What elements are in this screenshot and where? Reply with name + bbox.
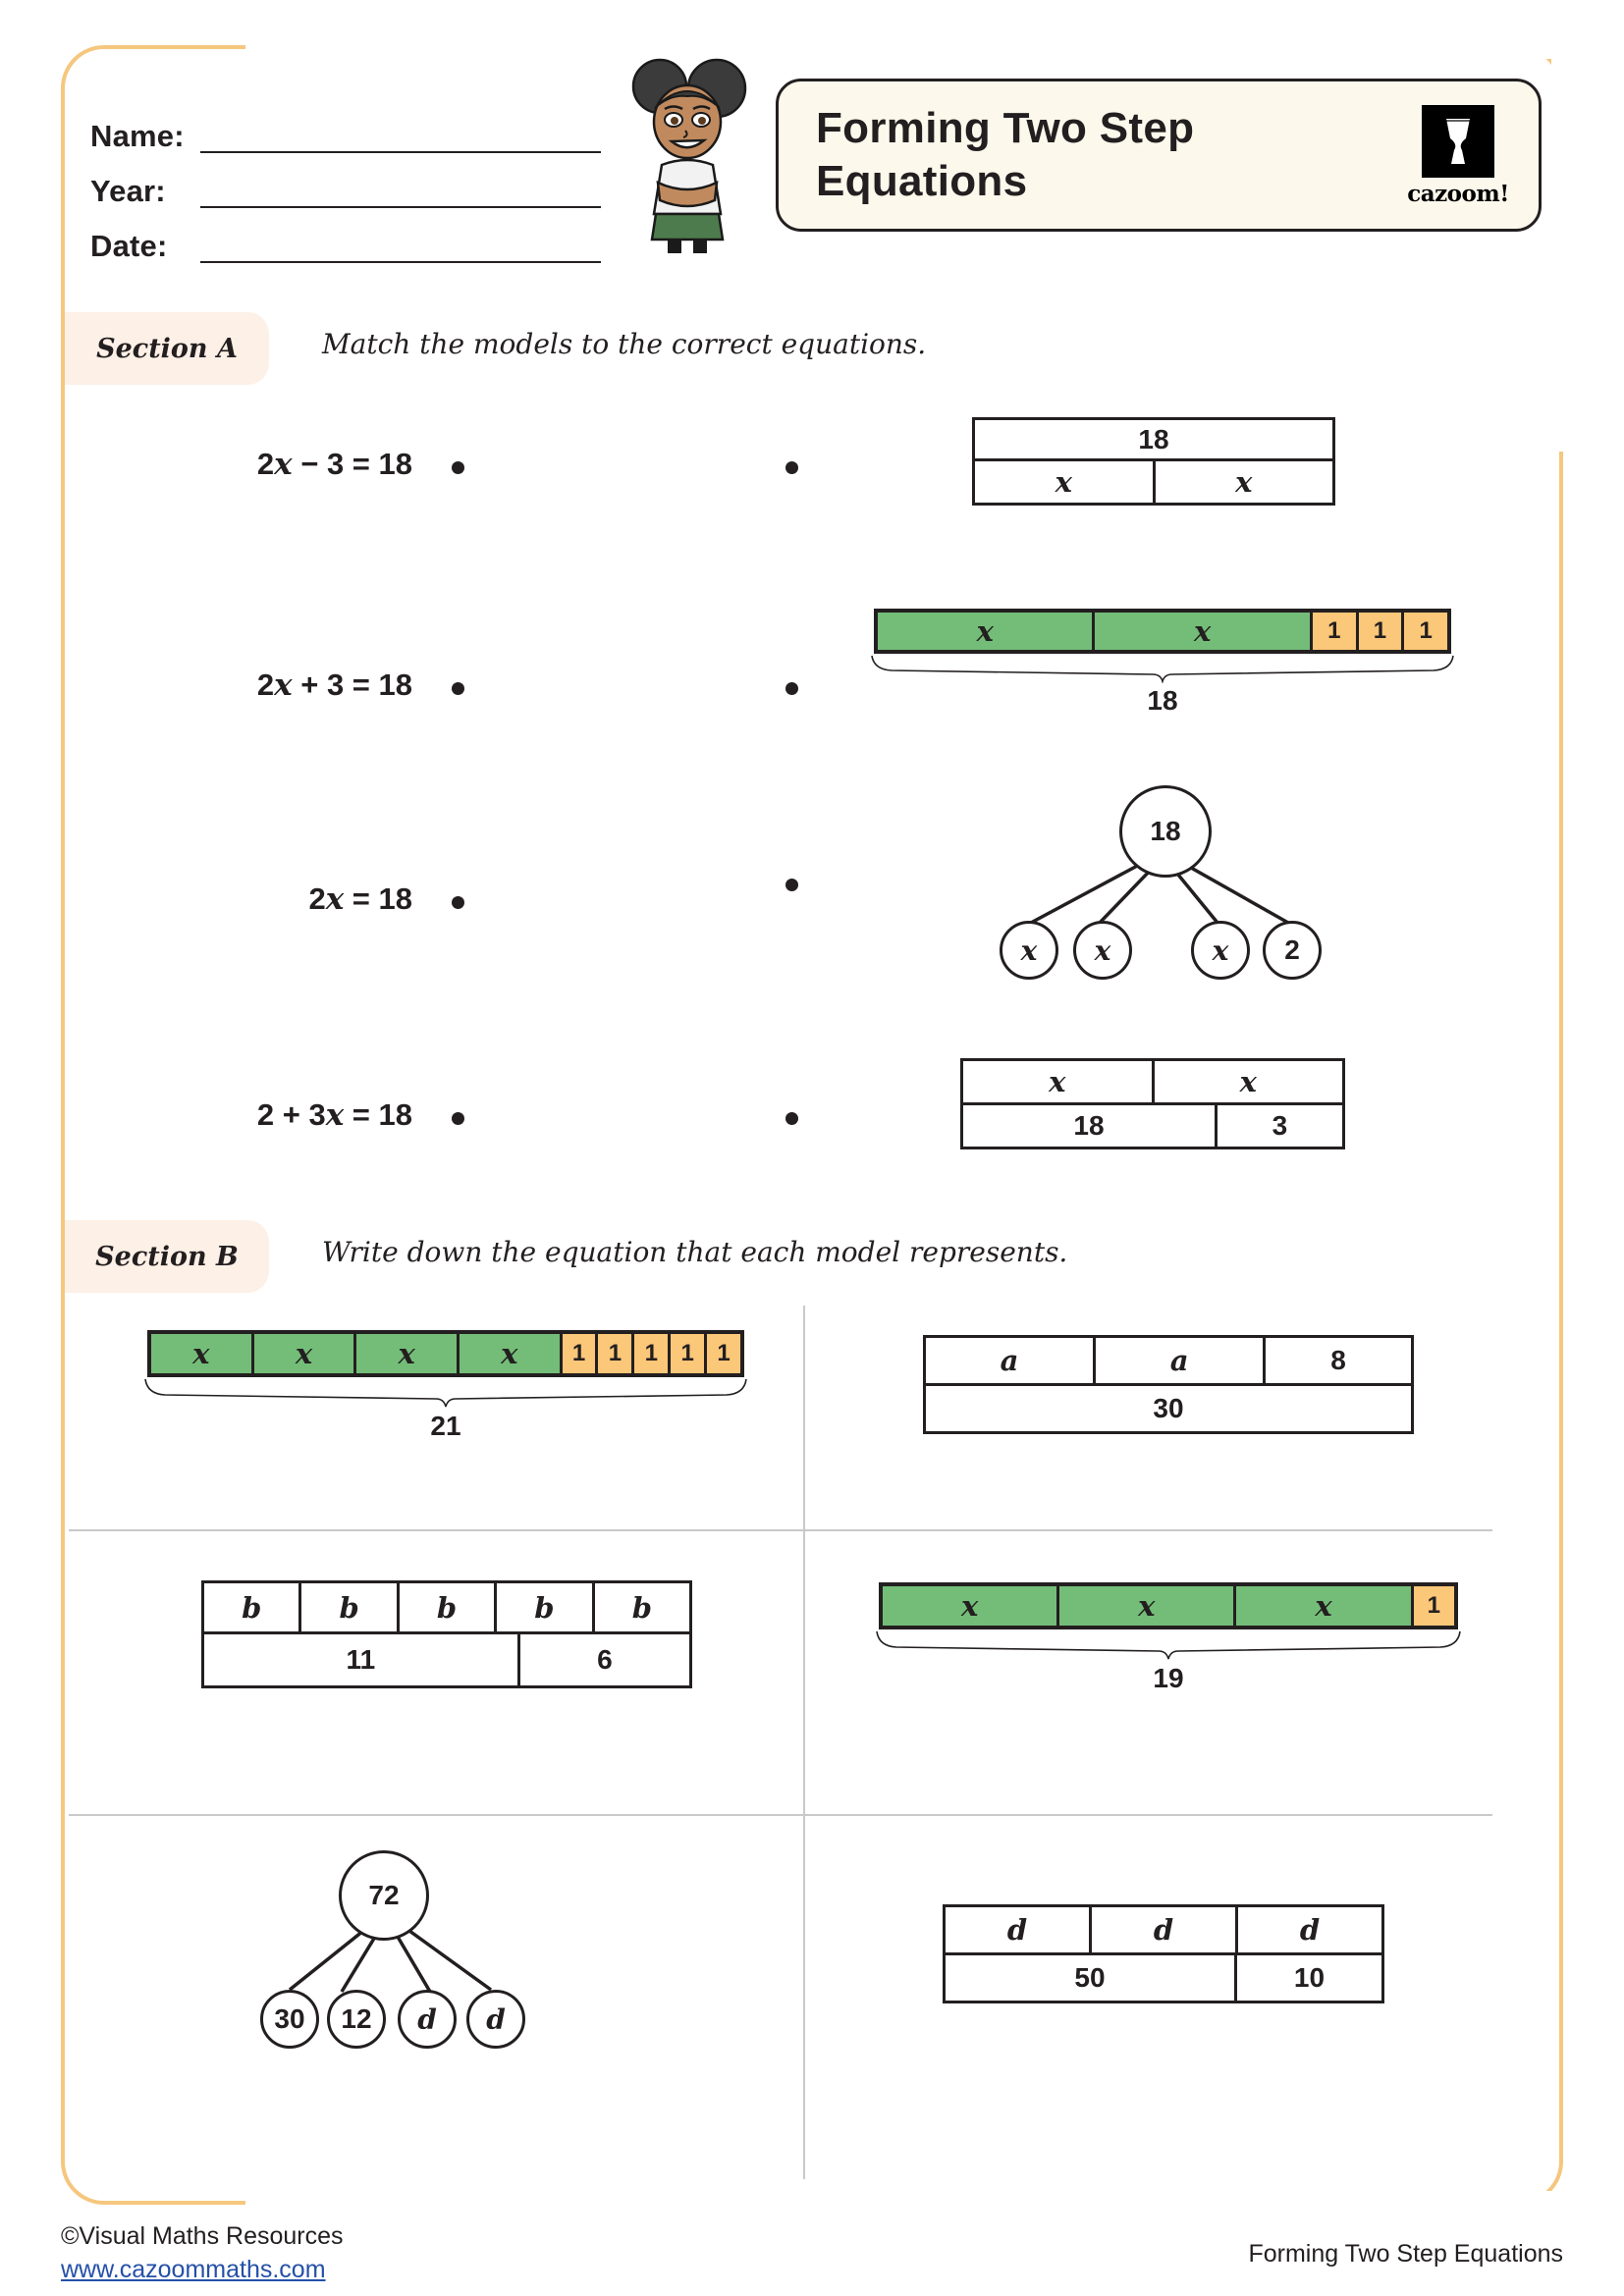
model-b4-cell-one1: 1 [1414, 1586, 1454, 1626]
model-b3-cell-b2: b [298, 1580, 399, 1634]
model-a1-row-1 [972, 417, 1335, 461]
model-a2-brace-icon [870, 654, 1455, 683]
date-input-line[interactable] [200, 232, 601, 263]
match-dot-left-4[interactable] [452, 1112, 464, 1125]
model-a2-row [874, 609, 1451, 654]
model-a2-cell-one2: 1 [1359, 613, 1405, 650]
equation-a1-post: − 3 = 18 [292, 447, 412, 481]
equation-a4 [88, 1097, 412, 1133]
footer-copyright: ©Visual Maths Resources [61, 2222, 344, 2250]
cazoom-logo [1407, 105, 1509, 207]
section-b-instruction: Write down the equation that each model represents. [322, 1236, 1068, 1268]
section-b-row-divider-2 [69, 1814, 1492, 1816]
year-field-label: Year: [90, 174, 166, 209]
model-b4-brace-label: 19 [1153, 1663, 1184, 1693]
worksheet-title-card [776, 79, 1542, 232]
section-a-label: Section A [96, 333, 238, 364]
section-a-pill [65, 312, 269, 385]
model-b3-cell-b3: b [397, 1580, 497, 1634]
model-a2-strip [874, 609, 1451, 717]
footer-website-link[interactable]: www.cazoommaths.com [61, 2255, 326, 2283]
model-b6-row-1 [943, 1904, 1384, 1955]
model-a2-cell-one1: 1 [1313, 613, 1359, 650]
student-mascot-illustration [619, 57, 756, 253]
model-b3-row-1 [201, 1580, 692, 1634]
model-b3-bar [201, 1580, 692, 1688]
model-a4-row-1 [960, 1058, 1345, 1105]
model-b3-cell-6: 6 [517, 1631, 692, 1688]
model-b6-bar [943, 1904, 1384, 2003]
model-a2-cell-x1: x [878, 613, 1095, 650]
model-b3-cell-b5: b [592, 1580, 692, 1634]
model-a3-node-child-2: x [1073, 921, 1132, 980]
equation-a1 [88, 447, 412, 482]
student-info-fields [90, 98, 601, 263]
match-dot-left-1[interactable] [452, 461, 464, 474]
model-a1-cell-total: 18 [972, 417, 1335, 461]
model-b2-cell-30: 30 [923, 1383, 1414, 1434]
model-a4-cell-3: 3 [1215, 1102, 1345, 1149]
model-b4-brace-icon [875, 1629, 1462, 1661]
section-a-band [65, 312, 1538, 385]
model-a4-bar [960, 1058, 1345, 1149]
model-b4-strip [879, 1582, 1458, 1694]
cazoom-logo-text: cazoom! [1407, 181, 1509, 207]
model-b2-cell-8: 8 [1263, 1335, 1414, 1386]
date-field-label: Date: [90, 229, 168, 264]
equation-a4-pre: 2 + 3 [256, 1097, 326, 1132]
name-field-row [90, 98, 601, 153]
model-b4-row [879, 1582, 1458, 1629]
equation-a2-var: x [274, 667, 293, 703]
model-b3-row-2 [201, 1631, 692, 1688]
model-b5-node-child-4: d [466, 1990, 525, 2049]
section-a-instruction: Match the models to the correct equations. [322, 328, 927, 360]
model-b5-node-child-3: d [398, 1990, 457, 2049]
model-b6-cell-d1: d [943, 1904, 1092, 1955]
model-a3-tree [972, 785, 1345, 972]
date-field-row [90, 208, 601, 263]
model-a4-cell-x2: x [1152, 1058, 1346, 1105]
match-dot-right-1[interactable] [785, 461, 798, 474]
model-b1-cell-x4: x [460, 1334, 563, 1373]
equation-a3 [88, 881, 412, 917]
model-b6-cell-d2: d [1089, 1904, 1238, 1955]
model-b1-row [147, 1330, 744, 1377]
equation-a2-post: + 3 = 18 [292, 667, 412, 702]
model-b1-cell-x2: x [254, 1334, 357, 1373]
model-b2-bar [923, 1335, 1414, 1434]
equation-a2-pre: 2 [256, 667, 275, 702]
section-b-label: Section B [95, 1241, 239, 1272]
section-b-band [65, 1220, 1538, 1293]
match-dot-left-2[interactable] [452, 682, 464, 695]
border-gap-bottom [245, 2191, 1581, 2220]
model-a4-row-2 [960, 1102, 1345, 1149]
model-b3-cell-b4: b [494, 1580, 594, 1634]
year-field-row [90, 153, 601, 208]
equation-a3-pre: 2 [308, 881, 326, 916]
model-b4-cell-x2: x [1059, 1586, 1236, 1626]
equation-a4-post: = 18 [344, 1097, 412, 1132]
model-a2-cell-one3: 1 [1404, 613, 1447, 650]
match-dot-right-2[interactable] [785, 682, 798, 695]
model-a1-bar [972, 417, 1335, 506]
model-b5-node-child-1: 30 [260, 1990, 319, 2049]
match-dot-right-3[interactable] [785, 879, 798, 891]
model-a3-node-child-1: x [1000, 921, 1058, 980]
model-b4-cell-x3: x [1236, 1586, 1413, 1626]
model-a4-cell-x1: x [960, 1058, 1155, 1105]
year-input-line[interactable] [200, 177, 601, 208]
model-b6-cell-10: 10 [1234, 1952, 1384, 2003]
model-b1-cell-x1: x [151, 1334, 254, 1373]
model-b3-cell-11: 11 [201, 1631, 520, 1688]
model-b1-strip [147, 1330, 744, 1442]
model-b6-row-2 [943, 1952, 1384, 2003]
model-a1-cell-x1: x [972, 458, 1156, 506]
model-a2-brace-label: 18 [1147, 685, 1178, 716]
equation-a4-var: x [325, 1097, 345, 1133]
model-b1-cell-x3: x [356, 1334, 460, 1373]
model-a3-node-root: 18 [1119, 785, 1212, 878]
model-b1-brace-icon [143, 1377, 748, 1409]
model-b1-cell-one1: 1 [563, 1334, 599, 1373]
equation-a1-var: x [274, 447, 293, 482]
model-b1-cell-one2: 1 [598, 1334, 634, 1373]
name-field-label: Name: [90, 119, 185, 154]
match-dot-left-3[interactable] [452, 896, 464, 909]
name-input-line[interactable] [200, 122, 601, 153]
model-b4-cell-x1: x [883, 1586, 1059, 1626]
model-b5-node-child-2: 12 [327, 1990, 386, 2049]
model-b2-cell-a2: a [1093, 1335, 1266, 1386]
model-a3-node-child-4: 2 [1263, 921, 1322, 980]
model-b2-row-1 [923, 1335, 1414, 1386]
page-title: Forming Two Step Equations [816, 104, 1195, 205]
model-b1-cell-one3: 1 [634, 1334, 671, 1373]
equation-a1-pre: 2 [256, 447, 275, 481]
section-b-row-divider-1 [69, 1529, 1492, 1531]
equation-a3-post: = 18 [344, 881, 412, 916]
model-b1-brace-label: 21 [430, 1411, 461, 1441]
equation-a2 [88, 667, 412, 703]
model-b2-cell-a1: a [923, 1335, 1096, 1386]
model-b6-cell-50: 50 [943, 1952, 1237, 2003]
model-b6-cell-d3: d [1235, 1904, 1384, 1955]
match-dot-right-4[interactable] [785, 1112, 798, 1125]
footer-worksheet-name: Forming Two Step Equations [1248, 2240, 1563, 2268]
equation-a3-var: x [325, 881, 345, 917]
model-b3-cell-b1: b [201, 1580, 301, 1634]
model-b1-cell-one4: 1 [671, 1334, 707, 1373]
model-b5-node-root: 72 [339, 1850, 429, 1941]
model-b5-tree [245, 1850, 619, 2047]
model-a1-row-2 [972, 458, 1335, 506]
model-a3-node-child-3: x [1191, 921, 1250, 980]
model-a2-cell-x2: x [1095, 613, 1312, 650]
cazoom-logo-mark [1422, 105, 1494, 178]
model-a4-cell-18: 18 [960, 1102, 1218, 1149]
model-b1-cell-one5: 1 [707, 1334, 740, 1373]
footer-credits [61, 2220, 344, 2287]
border-gap-top [245, 35, 1571, 59]
border-gap-right [1551, 59, 1624, 452]
section-b-column-divider [803, 1306, 805, 2179]
model-b2-row-2 [923, 1383, 1414, 1434]
section-b-pill [65, 1220, 269, 1293]
model-a1-cell-x2: x [1153, 458, 1336, 506]
